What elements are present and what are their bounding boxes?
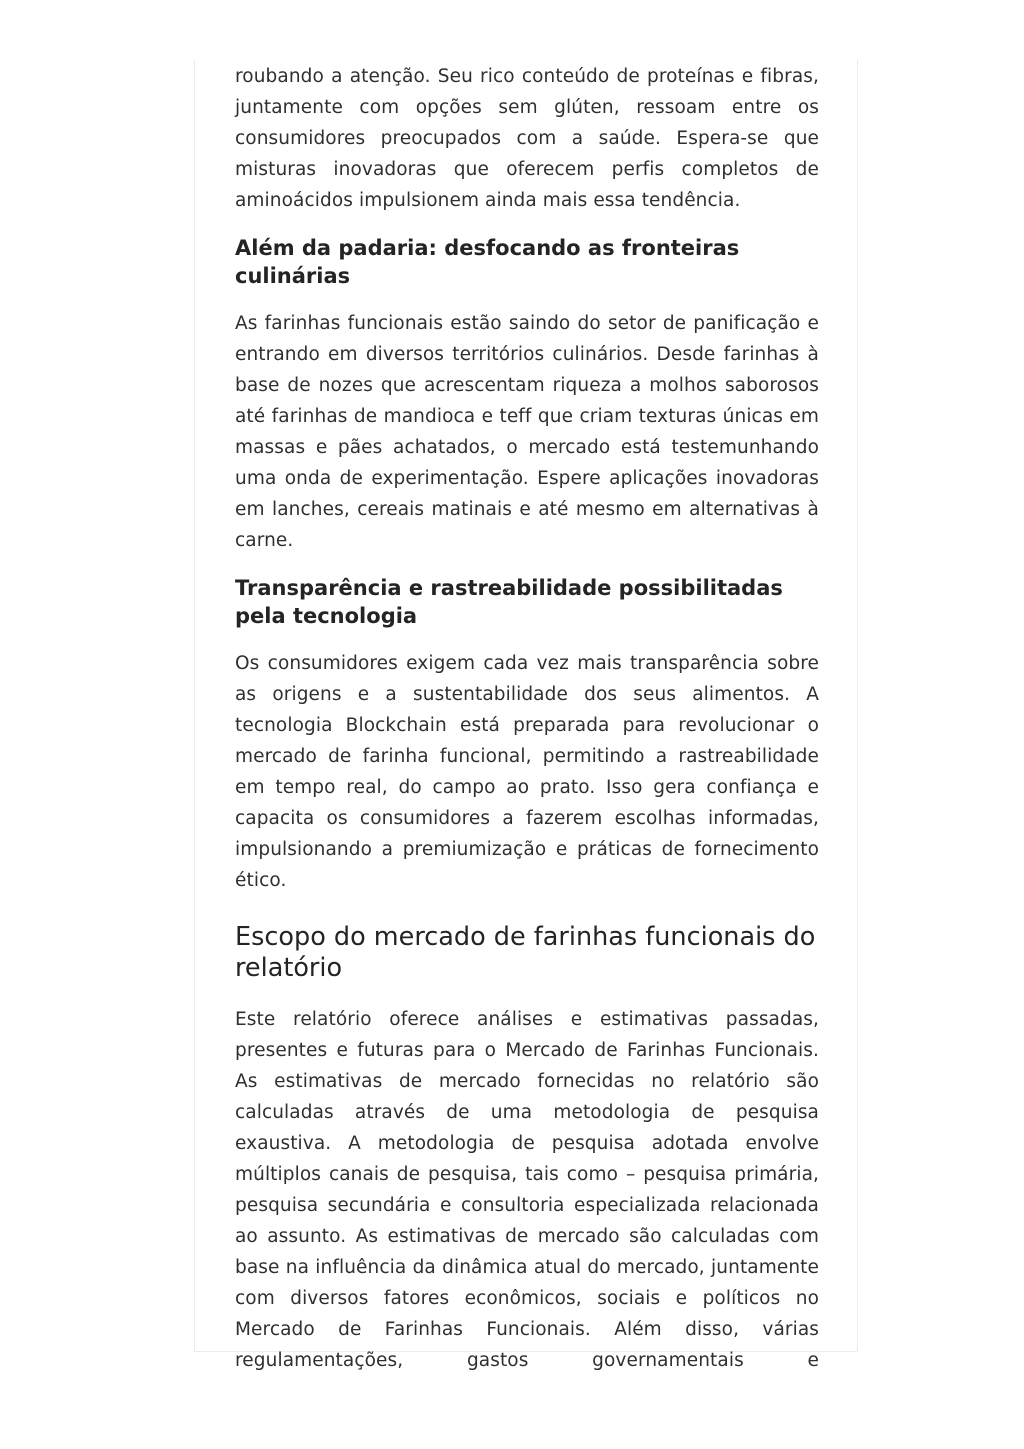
section-heading-scope: Escopo do mercado de farinhas funcionais do relatório (235, 922, 816, 983)
section-heading-bakery: Além da padaria: desfocando as fronteiras culinárias (235, 236, 740, 288)
article-card (194, 60, 858, 1371)
section-paragraph-scope: Este relatório oferece análises e estimativas passadas, presentes e futuras para o Mercado de Farinhas Funcionais. As estimativas de mercado fornecidas no relatório são calculadas através de uma metodologia de pesquisa exaustiva. A metodologia de pesquisa adotada envolve múltiplos canais de pesquisa, tais como – pesquisa primária, pesquisa secundária e consultoria especializada relacionada ao assunto. As estimativas de mercado são calculadas com base na influência da dinâmica atual do mercado, juntamente com diversos fatores econômicos, sociais e políticos no Mercado de Farinhas Funcionais. Além disso, várias regulamentações, gastos governamentais e (235, 1009, 819, 1371)
section-paragraph-bakery: As farinhas funcionais estão saindo do setor de panificação e entrando em diversos territórios culinários. Desde farinhas à base de nozes que acrescentam riqueza a molhos saborosos até farinhas de mandioca e teff que criam texturas únicas em massas e pães achatados, o mercado está testemunhando uma onda de experimentação. Espere aplicações inovadoras em lanches, cereais matinais e até mesmo em alternativas à carne. (235, 313, 819, 551)
section-heading-transparency: Transparência e rastreabilidade possibilitadas pela tecnologia (235, 576, 783, 628)
article-content (235, 61, 819, 1376)
section-paragraph-transparency: Os consumidores exigem cada vez mais transparência sobre as origens e a sustentabilidade dos seus alimentos. A tecnologia Blockchain está preparada para revolucionar o mercado de farinha funcional, permitindo a rastreabilidade em tempo real, do campo ao prato. Isso gera confiança e capacita os consumidores a fazerem escolhas informadas, impulsionando a premiumização e práticas de fornecimento ético. (235, 653, 819, 891)
intro-paragraph: roubando a atenção. Seu rico conteúdo de proteínas e fibras, juntamente com opções sem glúten, ressoam entre os consumidores preocupados com a saúde. Espera-se que misturas inovadoras que oferecem perfis completos de aminoácidos impulsionem ainda mais essa tendência. (235, 66, 819, 211)
